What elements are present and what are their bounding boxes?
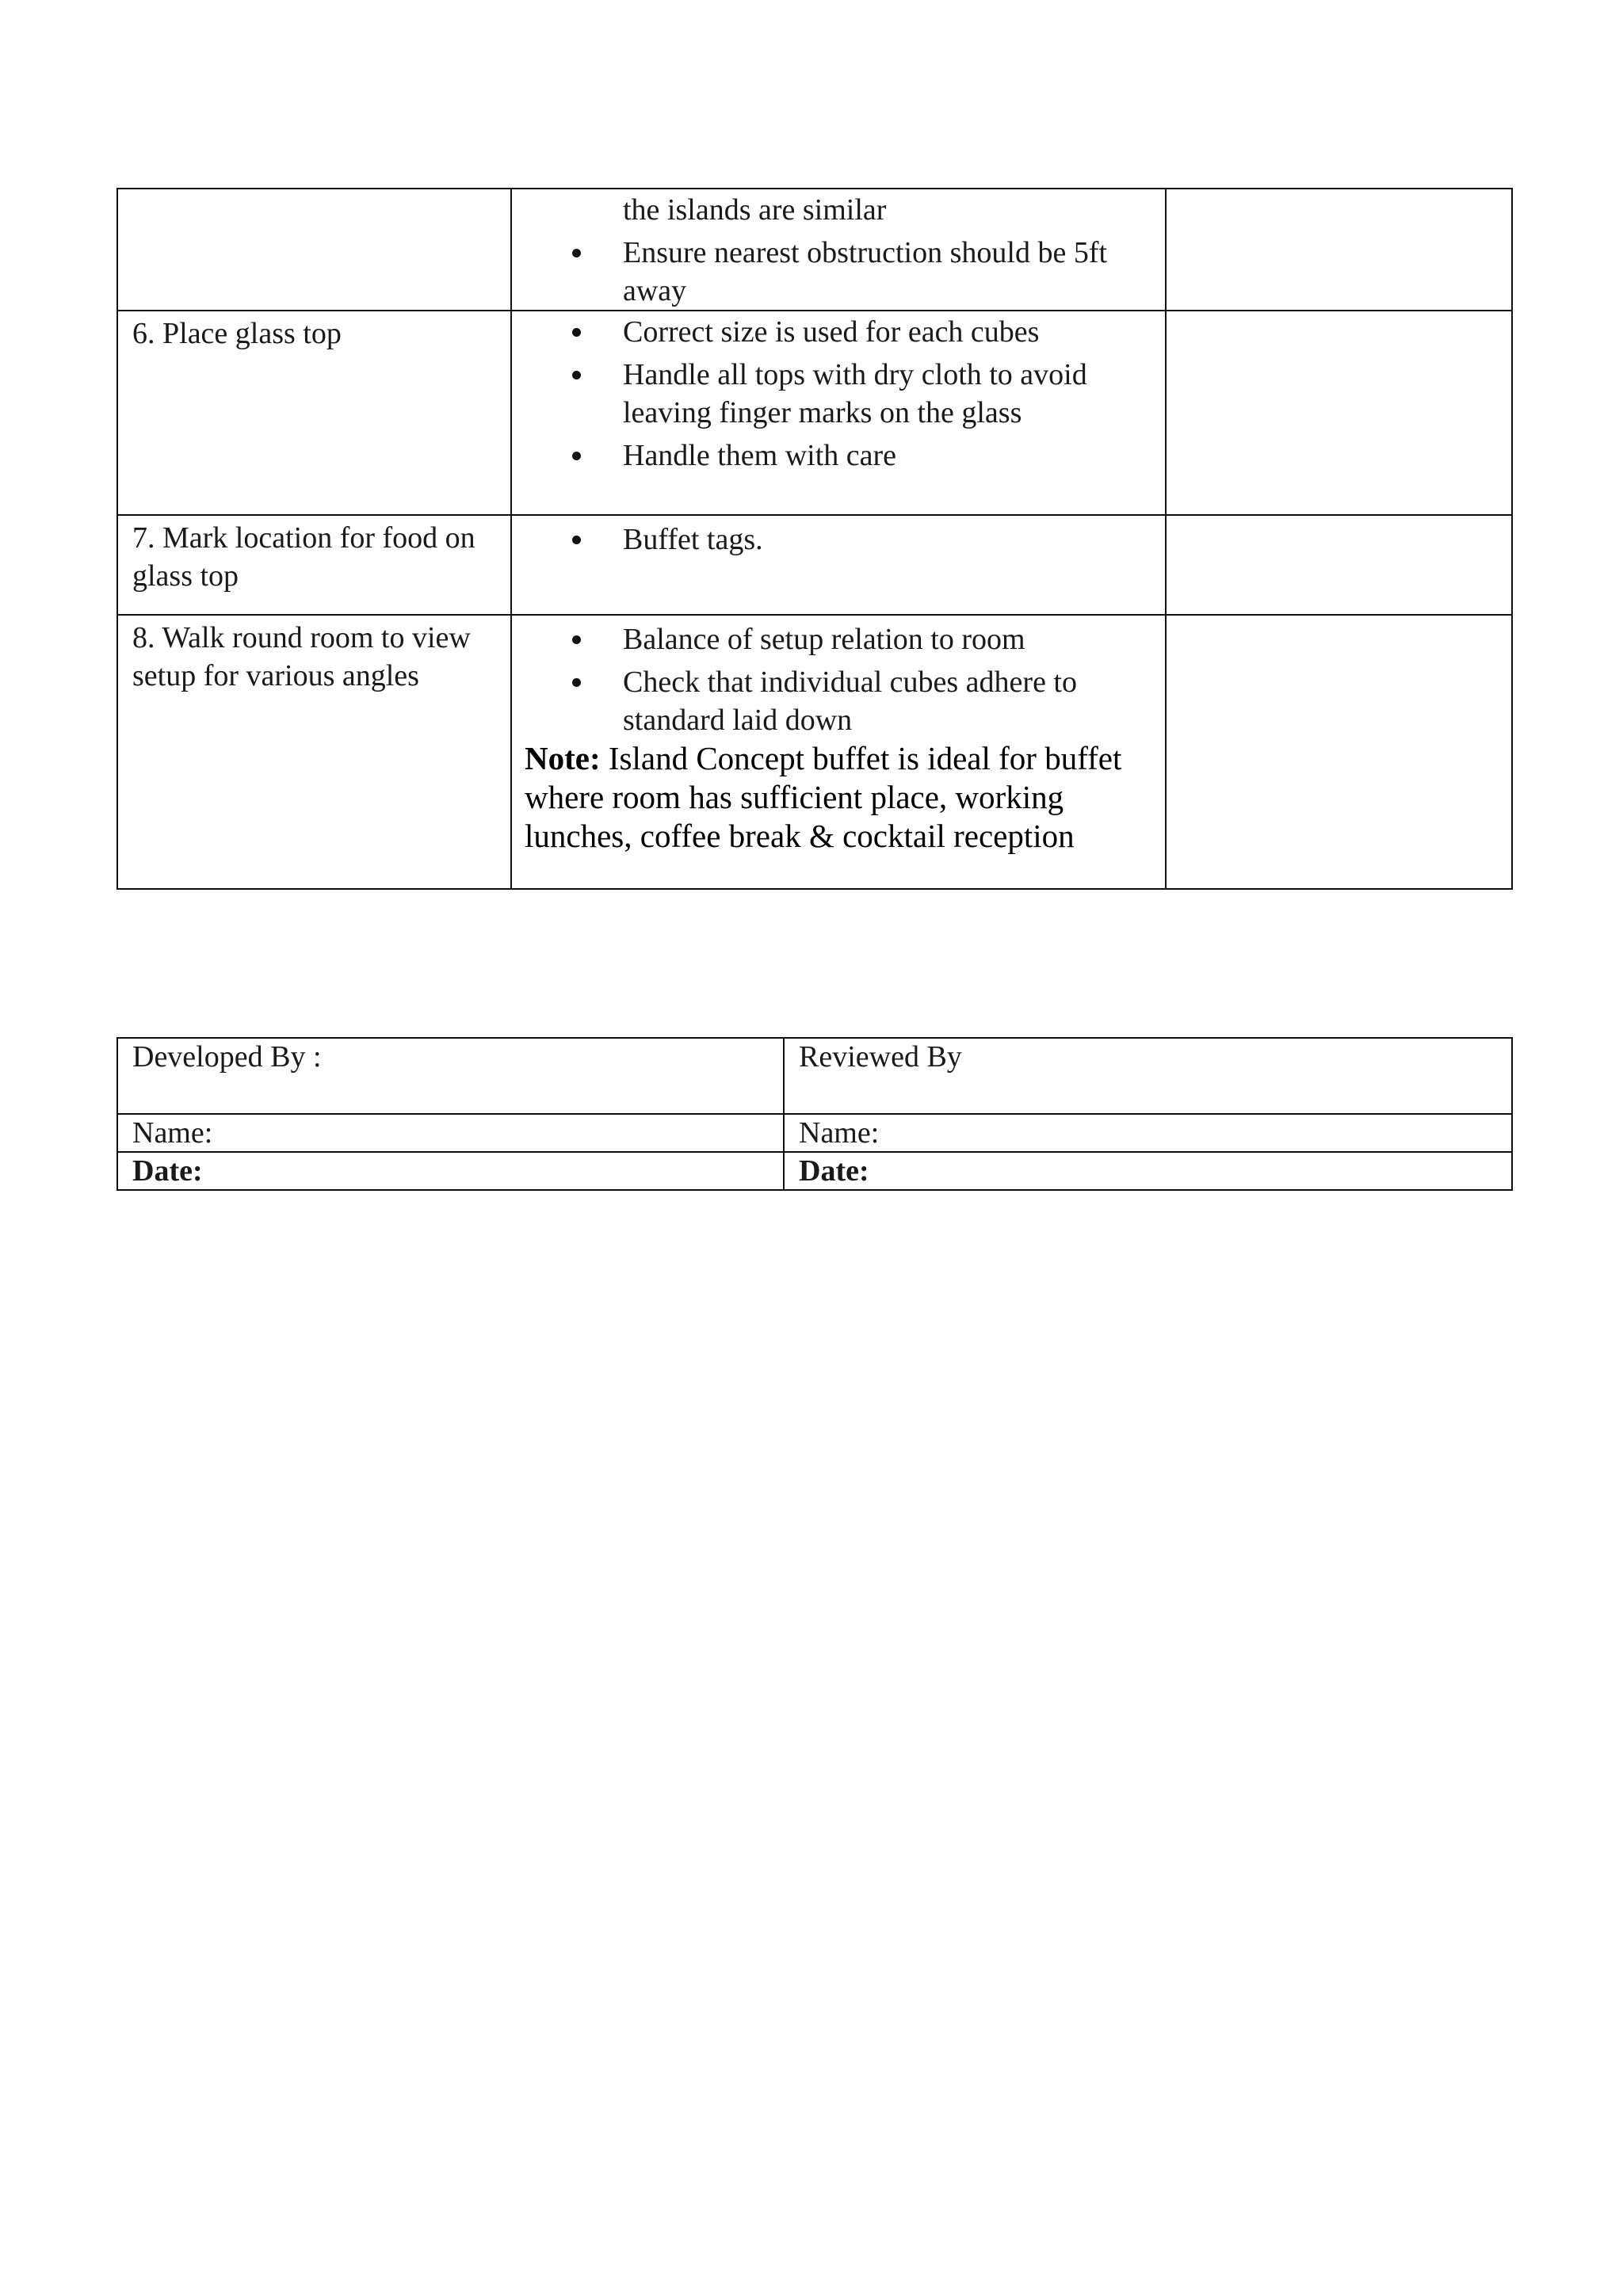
list-item: Check that individual cubes adhere to standard laid down bbox=[512, 663, 1151, 739]
developed-by-cell bbox=[117, 1038, 784, 1114]
note-label: Note: bbox=[525, 740, 601, 776]
standards-cell bbox=[511, 615, 1166, 889]
name-cell-right bbox=[784, 1114, 1512, 1152]
list-item: Handle all tops with dry cloth to avoid leaving finger marks on the glass bbox=[512, 356, 1151, 432]
date-cell-left bbox=[117, 1152, 784, 1190]
step-label: 7. Mark location for food on glass top bbox=[132, 521, 475, 593]
note-paragraph bbox=[512, 739, 1151, 856]
step-cell bbox=[117, 311, 511, 515]
standards-list bbox=[512, 620, 1151, 739]
bullet-icon bbox=[572, 678, 581, 687]
remarks-cell bbox=[1166, 515, 1512, 615]
standards-list bbox=[512, 521, 1151, 559]
reviewed-by-cell bbox=[784, 1038, 1512, 1114]
date-cell-right bbox=[784, 1152, 1512, 1190]
step-cell bbox=[117, 189, 511, 311]
table-row bbox=[117, 1114, 1512, 1152]
list-item: Balance of setup relation to room bbox=[512, 620, 1151, 658]
remarks-cell bbox=[1166, 615, 1512, 889]
procedure-table bbox=[116, 188, 1513, 890]
bullet-icon bbox=[572, 328, 581, 337]
name-label: Name: bbox=[132, 1116, 213, 1150]
signature-table bbox=[116, 1037, 1513, 1191]
remarks-cell bbox=[1166, 311, 1512, 515]
date-label: Date: bbox=[799, 1154, 869, 1188]
table-row bbox=[117, 615, 1512, 889]
table-row bbox=[117, 1038, 1512, 1114]
remarks-cell bbox=[1166, 189, 1512, 311]
table-row bbox=[117, 515, 1512, 615]
standards-cell bbox=[511, 189, 1166, 311]
bullet-icon bbox=[572, 249, 581, 257]
name-cell-left bbox=[117, 1114, 784, 1152]
table-row bbox=[117, 189, 1512, 311]
bullet-icon bbox=[572, 452, 581, 460]
table-row bbox=[117, 311, 1512, 515]
step-cell bbox=[117, 615, 511, 889]
step-label: 8. Walk round room to view setup for various angles bbox=[132, 621, 471, 692]
table-row bbox=[117, 1152, 1512, 1190]
bullet-icon bbox=[572, 371, 581, 379]
reviewed-by-label: Reviewed By bbox=[799, 1040, 962, 1074]
step-label: 6. Place glass top bbox=[132, 317, 342, 350]
step-cell bbox=[117, 515, 511, 615]
list-item: Handle them with care bbox=[512, 437, 1151, 475]
list-item: the islands are similar bbox=[623, 193, 887, 227]
name-label: Name: bbox=[799, 1116, 880, 1150]
list-item: Buffet tags. bbox=[512, 521, 1151, 559]
standards-cell bbox=[511, 311, 1166, 515]
date-label: Date: bbox=[132, 1154, 203, 1188]
list-item: Ensure nearest obstruction should be 5ft away bbox=[512, 234, 1151, 310]
standards-list bbox=[512, 191, 1151, 310]
standards-list bbox=[512, 313, 1151, 475]
bullet-icon bbox=[572, 635, 581, 644]
note-text: Island Concept buffet is ideal for buffet where room has sufficient place, working lunches, coffee break & cocktail reception bbox=[525, 740, 1122, 854]
standards-cell bbox=[511, 515, 1166, 615]
developed-by-label: Developed By : bbox=[132, 1040, 322, 1074]
list-item: Correct size is used for each cubes bbox=[512, 313, 1151, 351]
bullet-icon bbox=[572, 536, 581, 544]
